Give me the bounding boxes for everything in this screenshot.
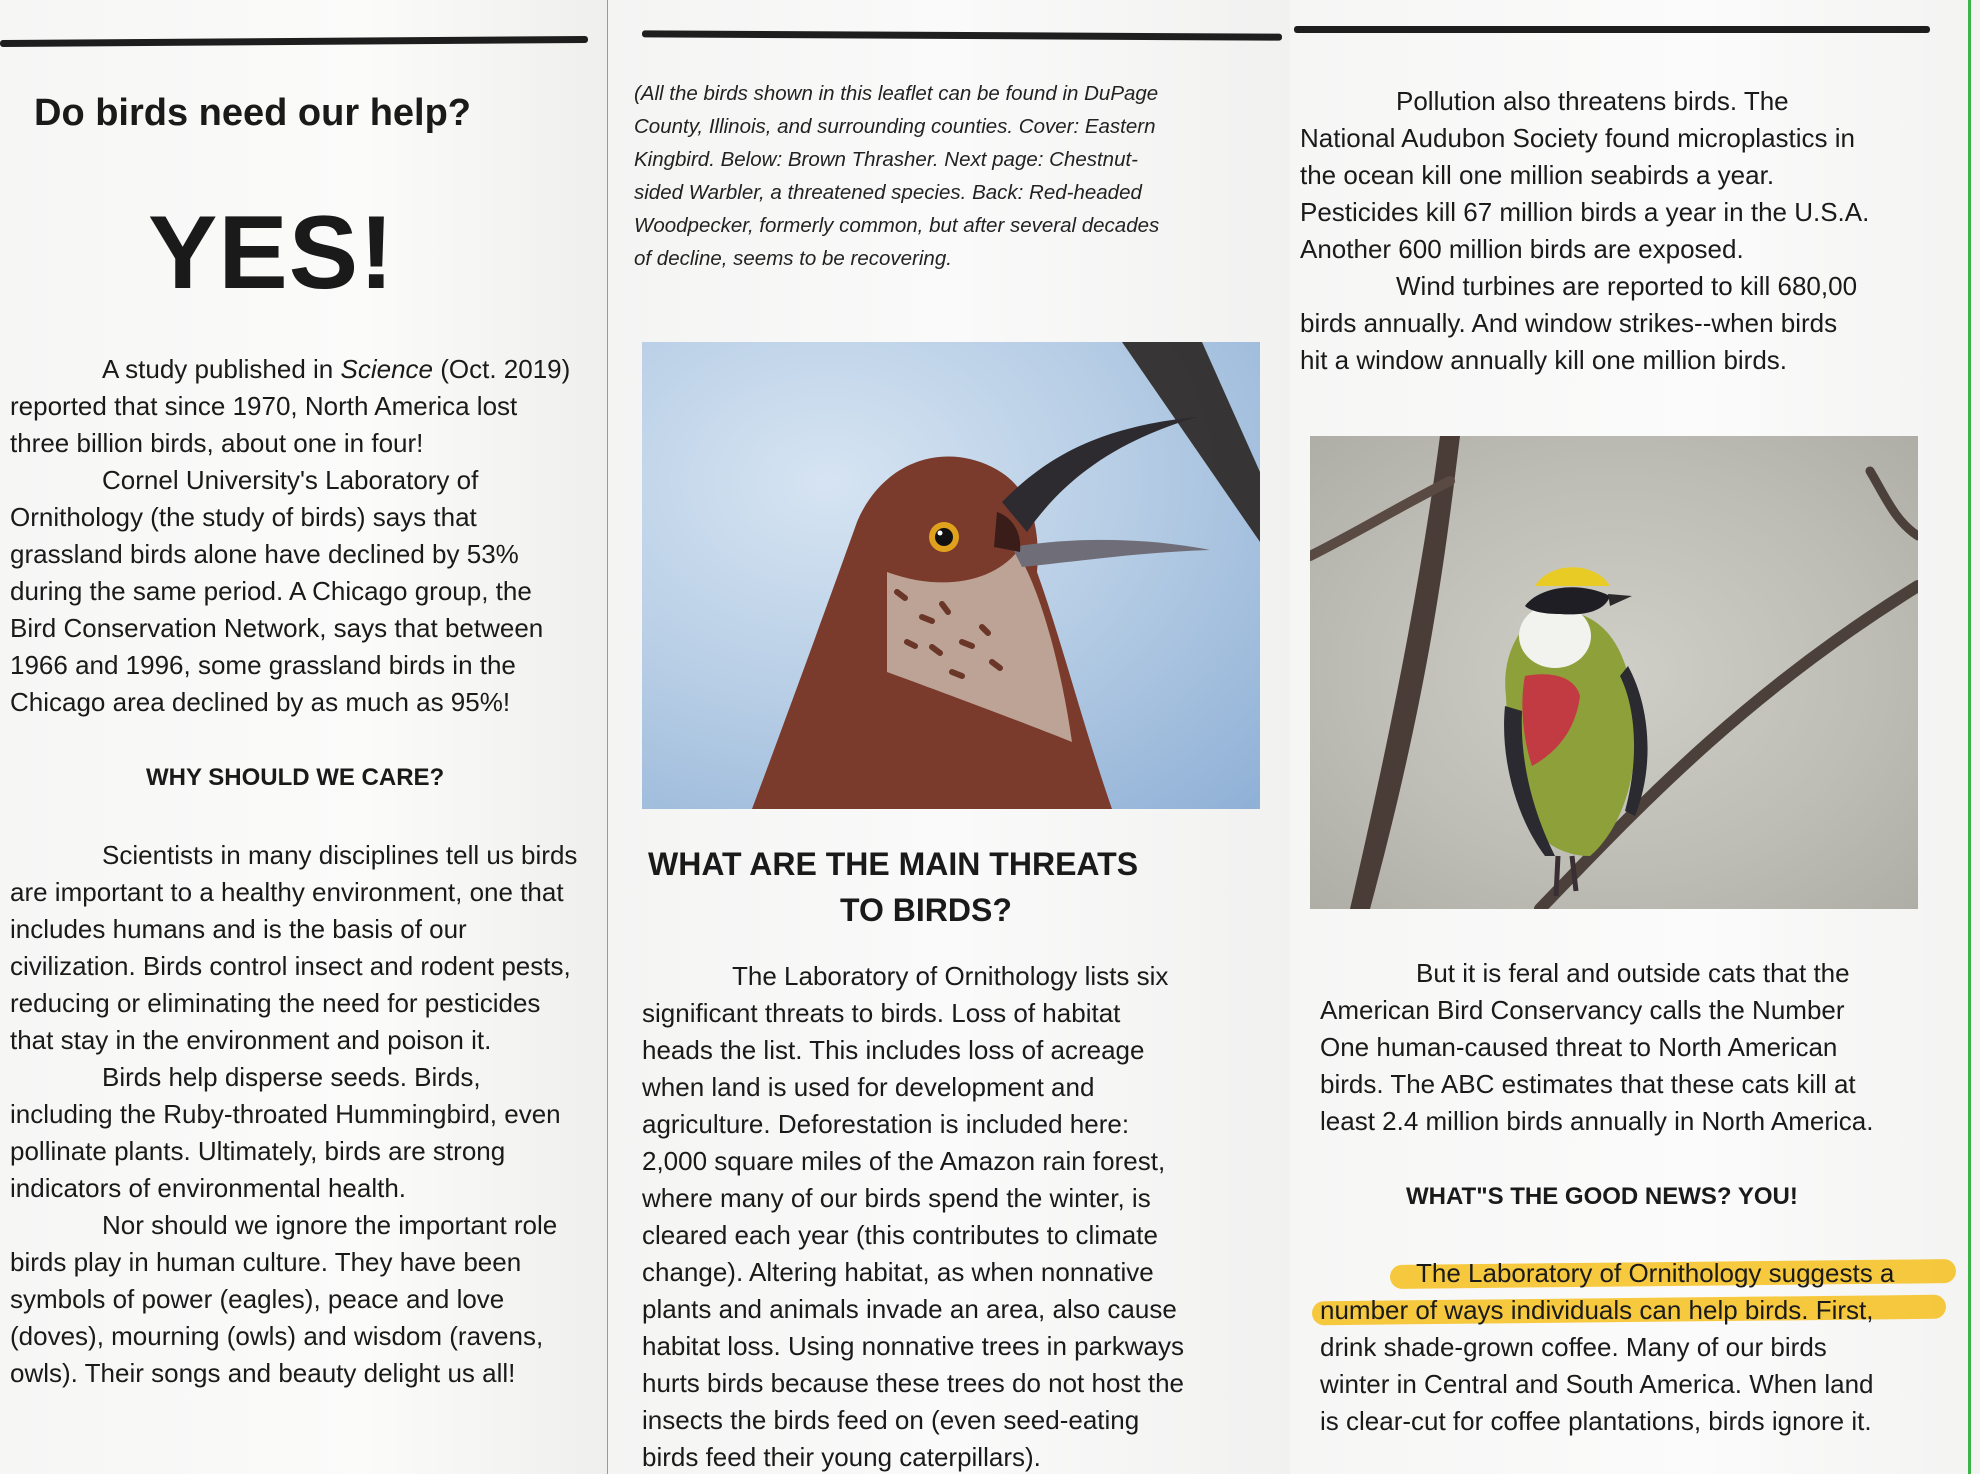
text-line: birds play in human culture. They have been [10, 1247, 522, 1277]
text-line: symbols of power (eagles), peace and love [10, 1284, 505, 1314]
text-line: change). Altering habitat, as when nonnative [642, 1257, 1154, 1287]
text-line: American Bird Conservancy calls the Number [1320, 995, 1845, 1025]
section-heading-good-news: WHAT"S THE GOOD NEWS? YOU! [1406, 1183, 1798, 1210]
text-line: are important to a healthy environment, one that [10, 877, 564, 907]
text-line: The Laboratory of Ornithology suggests a [1416, 1258, 1895, 1288]
text-line: drink shade-grown coffee. Many of our birds [1320, 1332, 1827, 1362]
text-line: plants and animals invade an area, also cause [642, 1294, 1177, 1324]
text-line: National Audubon Society found microplastics in [1300, 123, 1855, 153]
answer-yes: YES! [148, 195, 395, 311]
text-line: Nor should we ignore the important role [102, 1210, 558, 1240]
top-rule [642, 30, 1282, 40]
text-line: One human-caused threat to North American [1320, 1032, 1838, 1062]
text-line: birds feed their young caterpillars). [642, 1442, 1041, 1472]
text-line: 1966 and 1996, some grassland birds in the [10, 650, 516, 680]
text-line [102, 354, 570, 384]
text-line: cleared each year (this contributes to climate [642, 1220, 1158, 1250]
text-line: Bird Conservation Network, says that between [10, 613, 544, 643]
text-line: 2,000 square miles of the Amazon rain forest, [642, 1146, 1166, 1176]
caption-line: of decline, seems to be recovering. [634, 247, 952, 270]
text-line: hurts birds because these trees do not host the [642, 1368, 1185, 1398]
text-line: is clear-cut for coffee plantations, birds ignore it. [1320, 1406, 1872, 1436]
text-line: birds. The ABC estimates that these cats kill at [1320, 1069, 1856, 1099]
text-segment: A study published in [102, 354, 341, 384]
caption-line: Kingbird. Below: Brown Thrasher. Next page: Chestnut- [634, 148, 1139, 171]
text-line: Scientists in many disciplines tell us birds [102, 840, 578, 870]
text-line: indicators of environmental health. [10, 1173, 407, 1203]
right-panel [1290, 0, 1980, 1474]
panel-title: Do birds need our help? [34, 92, 472, 134]
text-line: during the same period. A Chicago group, the [10, 576, 532, 606]
caption-line: Woodpecker, formerly common, but after several decades [634, 214, 1160, 237]
text-line: reducing or eliminating the need for pesticides [10, 988, 541, 1018]
text-line: agriculture. Deforestation is included here: [642, 1109, 1130, 1139]
text-line: Birds help disperse seeds. Birds, [102, 1062, 481, 1092]
text-line: hit a window annually kill one million birds. [1300, 345, 1788, 375]
text-line: pollinate plants. Ultimately, birds are strong [10, 1136, 506, 1166]
text-line: (doves), mourning (owls) and wisdom (ravens, [10, 1321, 544, 1351]
caption-line: sided Warbler, a threatened species. Back: Red-headed [634, 181, 1142, 204]
text-line: Cornel University's Laboratory of [102, 465, 479, 495]
section-heading-threats-1: WHAT ARE THE MAIN THREATS [648, 846, 1139, 882]
page-edge [1968, 0, 1971, 1474]
text-line: including the Ruby-throated Hummingbird, even [10, 1099, 561, 1129]
text-line: The Laboratory of Ornithology lists six [732, 961, 1169, 991]
text-line: grassland birds alone have declined by 53% [10, 539, 519, 569]
section-heading-why-care: WHY SHOULD WE CARE? [146, 764, 445, 791]
caption-line: County, Illinois, and surrounding counties. Cover: Eastern [634, 115, 1156, 138]
caption-line: (All the birds shown in this leaflet can be found in DuPage [634, 82, 1159, 105]
warbler-illustration [1310, 436, 1918, 909]
left-panel [0, 0, 608, 1474]
chestnut-sided-warbler-photo [1310, 436, 1918, 909]
text-line: Pollution also threatens birds. The [1396, 86, 1789, 116]
text-line: Pesticides kill 67 million birds a year in the U.S.A. [1300, 197, 1870, 227]
text-line: least 2.4 million birds annually in North America. [1320, 1106, 1874, 1136]
top-rule [0, 36, 588, 47]
text-line: Ornithology (the study of birds) says that [10, 502, 477, 532]
journal-name: Science [340, 354, 433, 384]
text-line: heads the list. This includes loss of acreage [642, 1035, 1145, 1065]
text-line: the ocean kill one million seabirds a year. [1300, 160, 1775, 190]
middle-panel [608, 0, 1290, 1474]
text-line: insects the birds feed on (even seed-eating [642, 1405, 1140, 1435]
text-line: includes humans and is the basis of our [10, 914, 467, 944]
text-line: three billion birds, about one in four! [10, 428, 424, 458]
text-line: number of ways individuals can help birds. First, [1320, 1295, 1874, 1325]
text-line: winter in Central and South America. When land [1320, 1369, 1874, 1399]
brown-thrasher-illustration [642, 342, 1260, 809]
text-line: But it is feral and outside cats that the [1416, 958, 1850, 988]
text-line: that stay in the environment and poison it. [10, 1025, 492, 1055]
text-line: Wind turbines are reported to kill 680,00 [1396, 271, 1858, 301]
text-line: when land is used for development and [642, 1072, 1095, 1102]
text-line: Chicago area declined by as much as 95%! [10, 687, 511, 717]
top-rule [1294, 26, 1930, 33]
brown-thrasher-photo [642, 342, 1260, 809]
text-line: significant threats to birds. Loss of habitat [642, 998, 1121, 1028]
text-line: birds annually. And window strikes--when birds [1300, 308, 1838, 338]
text-line: habitat loss. Using nonnative trees in parkways [642, 1331, 1184, 1361]
text-line: Another 600 million birds are exposed. [1300, 234, 1744, 264]
text-line: where many of our birds spend the winter, is [642, 1183, 1151, 1213]
text-segment: (Oct. 2019) [433, 354, 571, 384]
text-line: civilization. Birds control insect and rodent pests, [10, 951, 571, 981]
text-line: owls). Their songs and beauty delight us all! [10, 1358, 516, 1388]
text-line: reported that since 1970, North America lost [10, 391, 518, 421]
section-heading-threats-2: TO BIRDS? [840, 892, 1012, 928]
